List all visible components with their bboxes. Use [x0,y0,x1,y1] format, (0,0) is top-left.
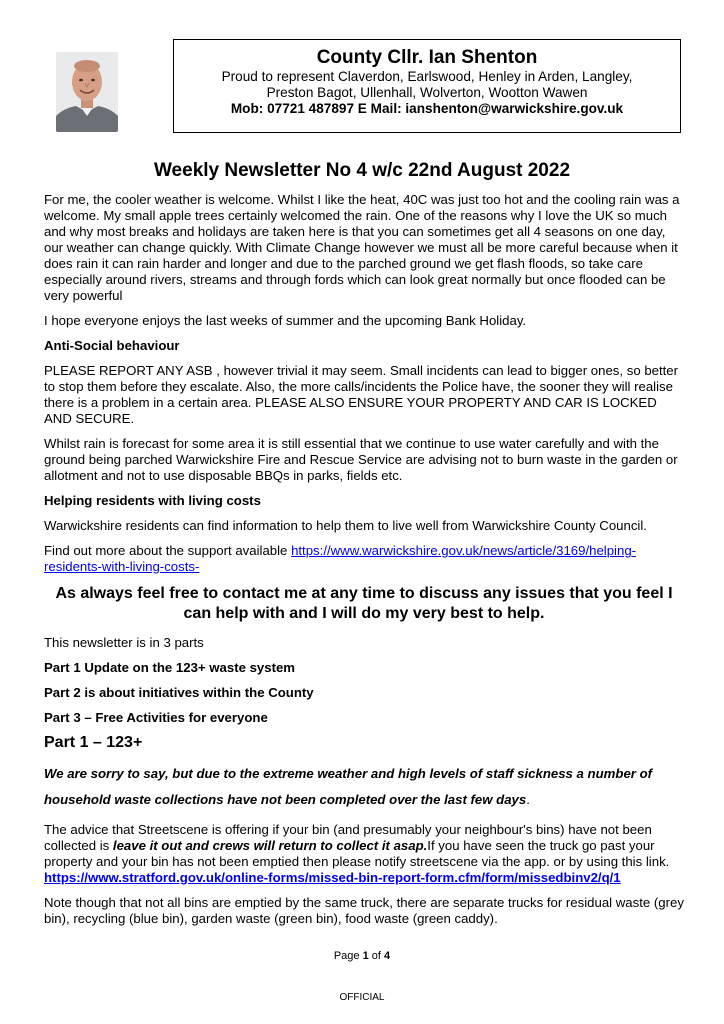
page-of: of [368,950,385,962]
portrait-image [56,52,118,132]
contact-header-box [173,39,681,133]
page-total: 4 [384,950,391,962]
councillor-photo [56,52,118,132]
asb-heading: Anti-Social behaviour [44,338,180,353]
page-number [0,950,724,962]
part-3-summary: Part 3 – Free Activities for everyone [44,710,268,725]
newsletter-body [44,192,684,936]
water-fire-paragraph: Whilst rain is forecast for some area it is still essential that we continue to use water carefully and with the ground being parched Warwickshire Fire and Rescue Service are advising not to burn waste in the garden or allotment and not to use disposable BBQs in parks, fields etc. [44,436,678,483]
newsletter-title: Weekly Newsletter No 4 w/c 22nd August 2022 [153,160,571,181]
asb-paragraph: PLEASE REPORT ANY ASB , however trivial it may seem. Small incidents can lead to bigger ones, so better to stop them before they escalate. Also, the more calls/incidents the Police have, the sooner they will realise there is a problem in a certain area. PLEASE ALSO ENSURE YOUR PROPERTY AND CAR IS LOCKED AND SECURE. [44,363,679,426]
advice-bold: leave it out and crews will return to collect it asap. [112,838,428,853]
advice-text-b: If you have seen the truck go past your property and your bin has not been emptied then please notify streetscene via the app. or by using this link. [44,838,670,869]
wards-line-1: Proud to represent Claverdon, Earlswood, Henley in Arden, Langley, [221,69,633,84]
classification-label: OFFICIAL [339,992,385,1003]
part-2-summary: Part 2 is about initiatives within the County [44,685,314,700]
part-1-summary: Part 1 Update on the 123+ waste system [44,660,296,675]
advice-text-a: The advice that Streetscene is offering if your bin (and presumably your neighbour's bins) have not been collected is [44,822,652,853]
support-text: Find out more about the support available [44,543,292,558]
parts-intro: This newsletter is in 3 parts [44,635,204,650]
wards-line-2: Preston Bagot, Ullenhall, Wolverton, Wootton Wawen [266,85,588,100]
support-paragraph [44,543,684,575]
advice-paragraph [44,822,684,886]
bin-note-paragraph: Note though that not all bins are emptied by the same truck, there are separate trucks for residual waste (grey bin), recycling (blue bin), garden waste (green bin), food waste (green caddy). [44,895,684,926]
councillor-name: County Cllr. Ian Shenton [316,47,538,68]
apology-paragraph [44,761,684,813]
missed-bin-link[interactable]: https://www.stratford.gov.uk/online-forms/missed-bin-report-form.cfm/form/missedbinv2/q/1 [44,870,621,885]
contact-callout: As always feel free to contact me at any time to discuss any issues that you feel I can help with and I will do my very best to help. [55,585,673,622]
apology-text: We are sorry to say, but due to the extreme weather and high levels of staff sickness a number of household waste collections have not been completed over the last few days [44,766,653,807]
contact-details: Mob: 07721 487897 E Mail: ianshenton@warwickshire.gov.uk [230,101,624,116]
living-costs-paragraph: Warwickshire residents can find information to help them to live well from Warwickshire County Council. [44,518,647,533]
page-prefix: Page [333,950,363,962]
page-current: 1 [362,950,369,962]
bank-holiday-paragraph: I hope everyone enjoys the last weeks of summer and the upcoming Bank Holiday. [44,313,527,328]
intro-paragraph: For me, the cooler weather is welcome. Whilst I like the heat, 40C was just too hot and the cooling rain was a welcome. My small apple trees certainly welcomed the rain. One of the reasons why I love the UK so much and why most breaks and holidays are taken here is that you can sometimes get all 4 seasons on one day, our weather can change quickly. With Climate Change however we must all be more careful because when it does rain it can rain harder and longer and due to the parched ground we get flash floods, so take care especially around rivers, streams and through fords which can look great normally but once flooded can be very powerful [44,192,680,303]
living-costs-heading: Helping residents with living costs [44,493,261,508]
apology-end: . [526,792,530,807]
part-1-heading: Part 1 – 123+ [44,734,143,751]
support-link[interactable]: https://www.warwickshire.gov.uk/news/article/3169/helping-residents-with-living-costs- [44,543,637,574]
